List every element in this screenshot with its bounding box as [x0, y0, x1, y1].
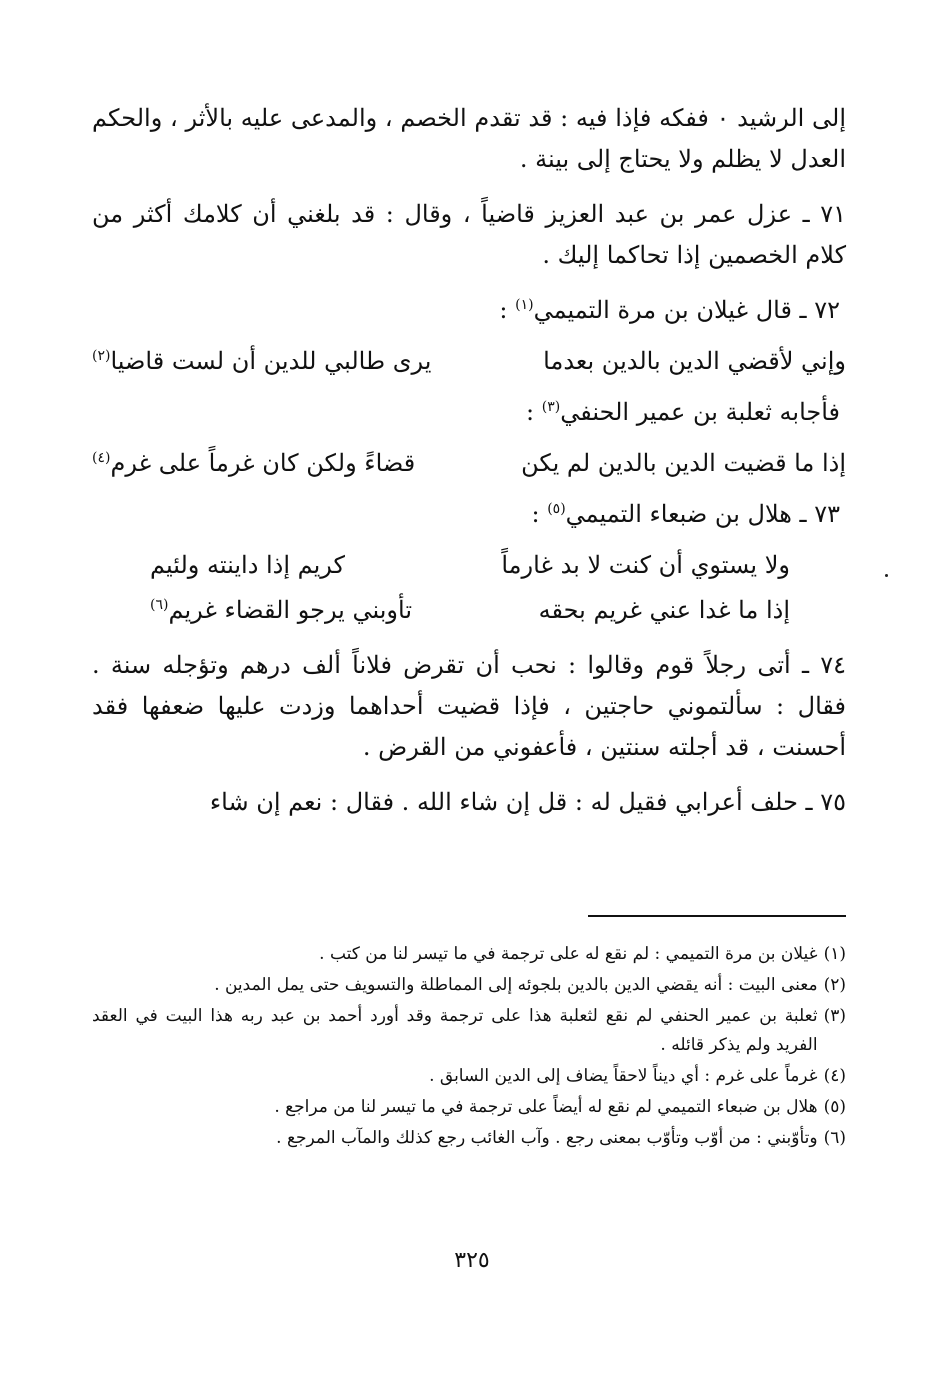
verse-73b-second-hemistich	[150, 590, 412, 631]
footnote-ref-5[interactable]: (٥)	[547, 501, 566, 517]
heading-72	[92, 290, 846, 331]
page-number: ٣٢٥	[454, 1248, 490, 1273]
verse-73a-second-hemistich: كريم إذا داينته ولئيم	[150, 551, 345, 579]
heading-72-colon: :	[499, 296, 516, 324]
footnote-text: معنى البيت : أنه يقضي الدين بالدين بلجوئه إلى المماطلة والتسويف حتى يمل المدين .	[214, 975, 818, 995]
verse-block-73	[92, 545, 846, 631]
footnote-item	[92, 1124, 846, 1153]
footnote-number: (٦)	[823, 1128, 846, 1148]
footnote-ref-6[interactable]: (٦)	[150, 597, 169, 613]
footnote-number: (٢)	[823, 975, 846, 995]
verse-73a-first-hemistich: ولا يستوي أن كنت لا بد غارماً	[501, 551, 790, 579]
footnote-ref-3[interactable]: (٣)	[541, 399, 561, 415]
footnote-item	[92, 1002, 846, 1060]
footnote-ref-4[interactable]: (٤)	[92, 450, 111, 466]
verse-73b-second-text: تأوبني يرجو القضاء غريم	[168, 596, 412, 624]
heading-72-text: ٧٢ ـ قال غيلان بن مرة التميمي	[533, 296, 840, 324]
footnote-text: وتأوّبني : من أوّب وتأوّب بمعنى رجع . وآب الغائب رجع كذلك والمآب المرجع .	[276, 1128, 818, 1148]
stray-dot	[885, 574, 888, 577]
footnote-item	[92, 940, 846, 969]
verse-73b-first-hemistich: إذا ما غدا عني غريم بحقه	[538, 596, 790, 624]
verse-reply-second-hemistich	[92, 443, 415, 484]
footnote-text: ثعلبة بن عمير الحنفي لم نقع لثعلبة هذا على ترجمة وقد أورد أحمد بن عبد ربه هذا البيت في العقد الفريد ولم يذكر قائله .	[92, 1006, 818, 1055]
paragraph-intro: إلى الرشيد ٠ ففكه فإذا فيه : قد تقدم الخصم ، والمدعى عليه بالأثر ، والحكم العدل لا يظلم ولا يحتاج إلى بينة .	[92, 104, 847, 173]
verse-72-first-hemistich: وإني لأقضي الدين بالدين بعدما	[543, 347, 846, 375]
heading-73	[92, 494, 846, 535]
heading-reply	[92, 392, 846, 433]
footnote-separator	[588, 915, 846, 917]
footnote-text: غرماً على غرم : أي ديناً لاحقاً يضاف إلى الدين السابق .	[429, 1066, 818, 1086]
footnote-number: (٣)	[823, 1006, 846, 1026]
heading-reply-colon: :	[526, 398, 542, 426]
footnote-item	[92, 971, 846, 1000]
footnote-item	[92, 1062, 846, 1091]
verse-73a	[92, 545, 846, 586]
footnote-number: (١)	[823, 944, 846, 964]
footnote-item	[92, 1093, 846, 1122]
footnotes	[92, 940, 846, 1155]
page-body	[92, 98, 846, 837]
verse-reply-first-hemistich: إذا ما قضيت الدين بالدين لم يكن	[521, 449, 846, 477]
footnote-ref-1[interactable]: (١)	[515, 297, 534, 313]
heading-73-colon: :	[531, 500, 548, 528]
footnote-number: (٤)	[823, 1066, 846, 1086]
footnote-text: غيلان بن مرة التميمي : لم نقع له على ترجمة في ما تيسر لنا من كتب .	[319, 944, 818, 964]
footnote-number: (٥)	[823, 1097, 846, 1117]
verse-reply-second-text: قضاءً ولكن كان غرماً على غرم	[110, 449, 416, 477]
heading-reply-text: فأجابه ثعلبة بن عمير الحنفي	[560, 398, 840, 426]
footnote-ref-2[interactable]: (٢)	[92, 348, 111, 364]
heading-73-text: ٧٣ ـ هلال بن ضبعاء التميمي	[565, 500, 840, 528]
verse-73b	[92, 590, 846, 631]
verse-reply	[92, 443, 846, 484]
paragraph-74: ٧٤ ـ أتى رجلاً قوم وقالوا : نحب أن تقرض فلاناً ألف درهم وتؤجله سنة . فقال : سألتموني حاجتين ، فإذا قضيت أحداهما وزدت عليها ضعفها فقد أحسنت ، قد أجلته سنتين ، فأعفوني من القرض .	[92, 651, 846, 761]
paragraph-71: ٧١ ـ عزل عمر بن عبد العزيز قاضياً ، وقال : قد بلغني أن كلامك أكثر من كلام الخصمين إذا تحاكما إليك .	[92, 200, 846, 269]
paragraph-75: ٧٥ ـ حلف أعرابي فقيل له : قل إن شاء الله . فقال : نعم إن شاء	[209, 788, 846, 816]
verse-72	[92, 341, 846, 382]
verse-72-second-text: يرى طالبي للدين أن لست قاضيا	[110, 347, 432, 375]
verse-72-second-hemistich	[92, 341, 431, 382]
footnote-text: هلال بن ضبعاء التميمي لم نقع له أيضاً على ترجمة في ما تيسر لنا من مراجع .	[274, 1097, 818, 1117]
